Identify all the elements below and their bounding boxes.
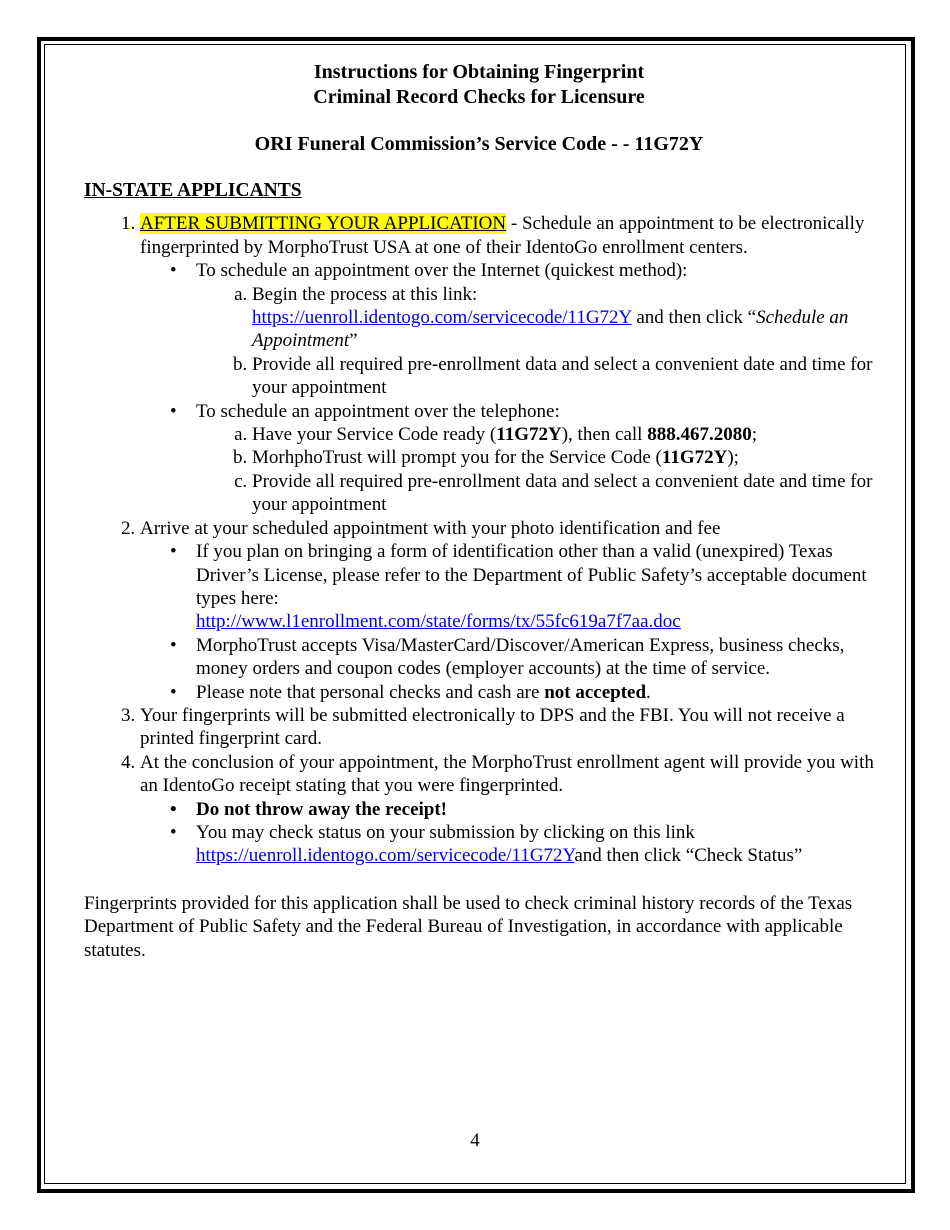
internet-substep-a-close: ”	[349, 330, 358, 352]
status-bullet-text: You may check status on your submission by clicking on this link	[196, 821, 695, 843]
closing-paragraph: Fingerprints provided for this application shall be used to check criminal history records of the Texas Department of Public Safety and the Federal Bureau of Investigation, in accordance with applicable statutes.	[84, 892, 853, 961]
step-2	[140, 517, 874, 704]
service-code-bold-2: 11G72Y	[661, 447, 728, 469]
step-1-bullets	[140, 259, 874, 516]
internet-substep-a-after: and then click “	[631, 307, 757, 329]
schedule-appointment-label: Schedule an Appointment	[252, 307, 849, 352]
internet-bullet	[196, 259, 874, 399]
page-number: 4	[470, 1130, 480, 1151]
phone-substep-a	[252, 423, 874, 446]
phone-bullet-text: To schedule an appointment over the telephone:	[196, 400, 560, 422]
step-1	[140, 212, 874, 516]
internet-substep-b: b. Provide all required pre-enrollment data and select a convenient date and time for your appointment	[252, 353, 874, 400]
payment-bullet: • MorphoTrust accepts Visa/MasterCard/Discover/American Express, business checks, money orders and coupon codes (employer accounts) at the time of service.	[196, 634, 874, 681]
phone-substeps	[196, 423, 874, 517]
phone-bullet	[196, 400, 874, 517]
id-bullet	[196, 540, 874, 634]
internet-bullet-text: To schedule an appointment over the Internet (quickest method):	[196, 260, 688, 282]
internet-substep-a	[252, 283, 874, 353]
document-types-link[interactable]: http://www.l1enrollment.com/state/forms/tx/55fc619a7f7aa.doc	[196, 611, 681, 633]
phone-substep-a-mid: ), then call	[561, 424, 648, 446]
phone-substep-b-end: );	[727, 447, 739, 469]
internet-substep-a-text: Begin the process at this link:	[252, 283, 478, 305]
status-bullet	[196, 821, 874, 868]
status-bullet-after: and then click “Check Status”	[574, 845, 803, 867]
instruction-steps	[84, 212, 874, 867]
step-2-text: Arrive at your scheduled appointment with your photo identification and fee	[140, 517, 721, 539]
phone-substep-a-pre: Have your Service Code ready (	[252, 424, 497, 446]
title-line-1: Instructions for Obtaining Fingerprint	[313, 61, 645, 83]
service-code-bold: 11G72Y	[496, 424, 562, 446]
not-accepted-pre: Please note that personal checks and cash are	[196, 681, 545, 703]
phone-substep-c: c. Provide all required pre-enrollment data and select a convenient date and time for your appointment	[252, 470, 874, 517]
not-accepted-bold: not accepted	[544, 681, 647, 703]
document-title	[84, 60, 874, 110]
phone-substep-b-pre: MorhphoTrust will prompt you for the Service Code (	[252, 447, 662, 469]
step-4-bullets	[140, 798, 874, 868]
step-1-text: - Schedule an appointment to be electronically fingerprinted by MorphoTrust USA at one of their IdentoGo enrollment centers.	[140, 213, 865, 258]
not-accepted-bullet	[196, 681, 874, 704]
check-status-link[interactable]: https://uenroll.identogo.com/servicecode/11G72Y	[196, 845, 575, 867]
step-1-highlight: AFTER SUBMITTING YOUR APPLICATION	[140, 213, 507, 235]
step-4-text: At the conclusion of your appointment, the MorphoTrust enrollment agent will provide you with an IdentoGo receipt stating that you were fingerprinted.	[140, 751, 874, 797]
title-line-2: Criminal Record Checks for Licensure	[313, 86, 645, 108]
phone-substep-a-end: ;	[751, 424, 757, 446]
section-heading: IN-STATE APPLICANTS	[84, 180, 302, 201]
internet-substeps	[196, 283, 874, 400]
id-bullet-text: If you plan on bringing a form of identification other than a valid (unexpired) Texas Driver’s License, please refer to the Department of Public Safety’s acceptable document types here:	[196, 541, 867, 609]
phone-number: 888.467.2080	[647, 424, 752, 446]
step-4	[140, 751, 874, 868]
receipt-bullet: • Do not throw away the receipt!	[196, 798, 874, 821]
schedule-link[interactable]: https://uenroll.identogo.com/servicecode/11G72Y	[252, 307, 632, 329]
not-accepted-end: .	[646, 681, 651, 703]
phone-substep-b	[252, 446, 874, 469]
step-3: 3. Your fingerprints will be submitted electronically to DPS and the FBI. You will not receive a printed fingerprint card.	[140, 704, 874, 751]
step-2-bullets	[140, 540, 874, 704]
service-code-heading: ORI Funeral Commission’s Service Code - - 11G72Y	[254, 133, 704, 155]
document-body	[84, 60, 874, 962]
